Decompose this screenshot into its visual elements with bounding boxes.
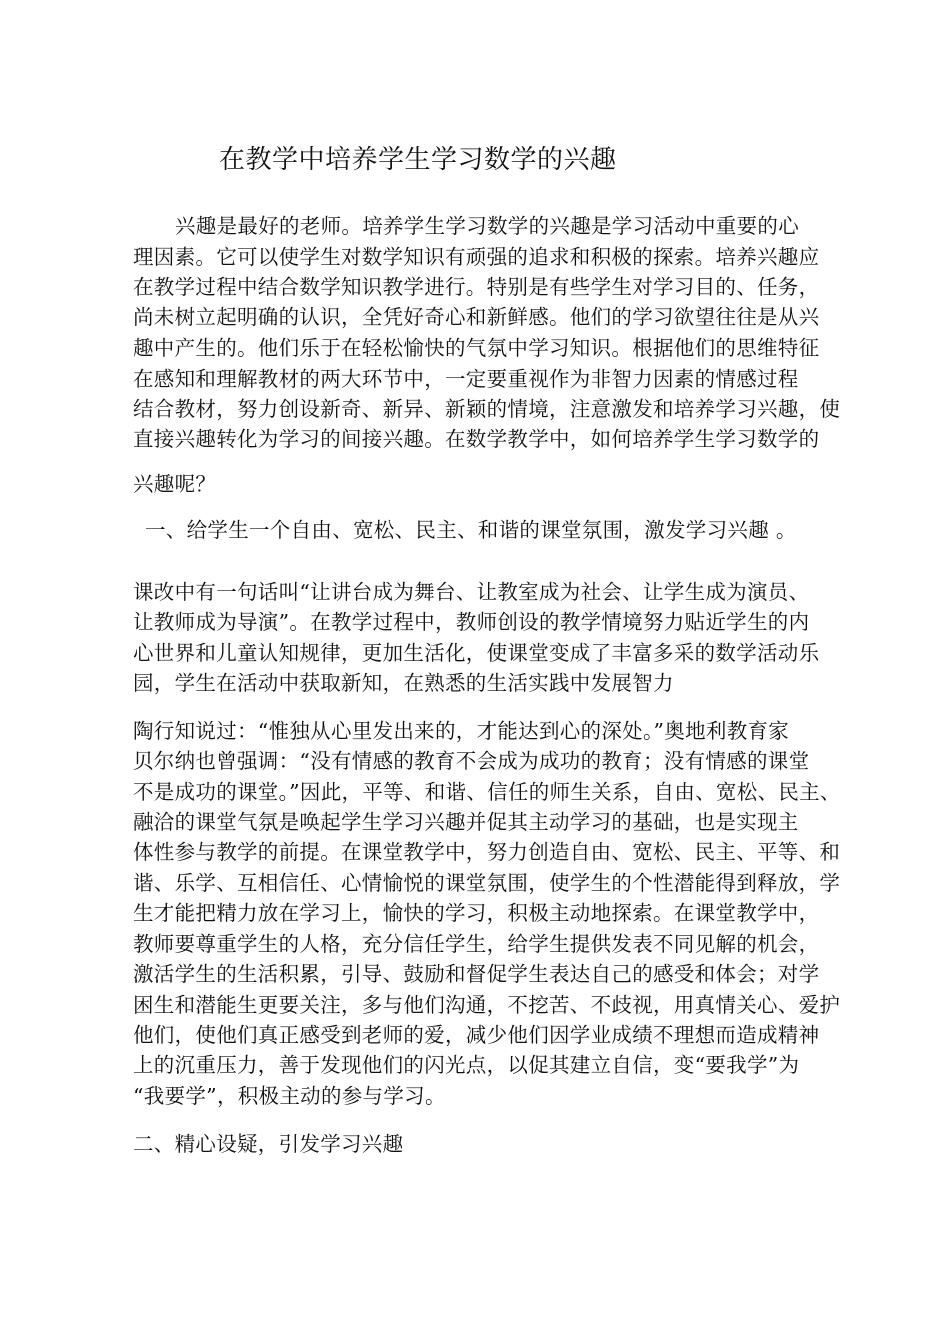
paragraph-line: 他们，使他们真正感受到老师的爱，减少他们因学业成绩不理想而造成精神: [133, 1023, 820, 1047]
paragraph-line: 直接兴趣转化为学习的间接兴趣。在数学教学中，如何培养学生学习数学的: [133, 427, 820, 451]
section-heading-2: 二、精心设疑，引发学习兴趣: [133, 1132, 404, 1156]
paragraph-line: 兴趣呢？: [133, 472, 217, 496]
paragraph-line: 不是成功的课堂。”因此，平等、和谐、信任的师生关系，自由、宽松、民主、: [133, 780, 841, 804]
paragraph-line: 谐、乐学、互相信任、心情愉悦的课堂氛围，使学生的个性潜能得到释放，学: [133, 871, 841, 895]
paragraph-line: 教师要尊重学生的人格，充分信任学生，给学生提供发表不同见解的机会，: [133, 932, 820, 956]
paragraph-line: 兴趣是最好的老师。培养学生学习数学的兴趣是学习活动中重要的心: [175, 214, 799, 238]
paragraph-line: 贝尔纳也曾强调：“没有情感的教育不会成为成功的教育；没有情感的课堂: [133, 749, 810, 773]
paragraph-line: 陶行知说过：“惟独从心里发出来的，才能达到心的深处。”奥地利教育家: [133, 719, 790, 743]
paragraph-line: 园，学生在活动中获取新知，在熟悉的生活实践中发展智力: [133, 671, 674, 695]
paragraph-line: 让教师成为导演”。在教学过程中，教师创设的教学情境努力贴近学生的内: [133, 610, 810, 634]
paragraph-line: 在教学过程中结合数学知识教学进行。特别是有些学生对学习目的、任务，: [133, 275, 820, 299]
paragraph-line: 上的沉重压力，善于发现他们的闪光点，以促其建立自信，变“要我学”为: [133, 1053, 800, 1077]
document-title: 在教学中培养学生学习数学的兴趣: [219, 145, 617, 175]
paragraph-line: 趣中产生的。他们乐于在轻松愉快的气氛中学习知识。根据他们的思维特征: [133, 336, 820, 360]
paragraph-line: 激活学生的生活积累，引导、鼓励和督促学生表达自己的感受和体会；对学: [133, 962, 820, 986]
paragraph-line: 体性参与教学的前提。在课堂教学中，努力创造自由、宽松、民主、平等、和: [133, 840, 841, 864]
paragraph-line: 理因素。它可以使学生对数学知识有顽强的追求和积极的探索。培养兴趣应: [133, 245, 820, 269]
paragraph-line: 课改中有一句话叫“让讲台成为舞台、让教室成为社会、让学生成为演员、: [133, 580, 810, 604]
paragraph-line: 生才能把精力放在学习上，愉快的学习，积极主动地探索。在课堂教学中，: [133, 901, 820, 925]
paragraph-line: 困生和潜能生更要关注，多与他们沟通，不挖苦、不歧视，用真情关心、爱护: [133, 993, 841, 1017]
paragraph-line: 融洽的课堂气氛是唤起学生学习兴趣并促其主动学习的基础，也是实现主: [133, 810, 799, 834]
paragraph-line: “我要学”，积极主动的参与学习。: [133, 1084, 446, 1108]
section-heading-1: 一、给学生一个自由、宽松、民主、和谐的课堂氛围，激发学习兴趣 。: [145, 518, 797, 542]
paragraph-line: 心世界和儿童认知规律，更加生活化，使课堂变成了丰富多采的数学活动乐: [133, 641, 820, 665]
paragraph-line: 尚未树立起明确的认识，全凭好奇心和新鲜感。他们的学习欲望往往是从兴: [133, 305, 820, 329]
paragraph-line: 结合教材，努力创设新奇、新异、新颖的情境，注意激发和培养学习兴趣，使: [133, 397, 841, 421]
paragraph-line: 在感知和理解教材的两大环节中，一定要重视作为非智力因素的情感过程: [133, 367, 799, 391]
